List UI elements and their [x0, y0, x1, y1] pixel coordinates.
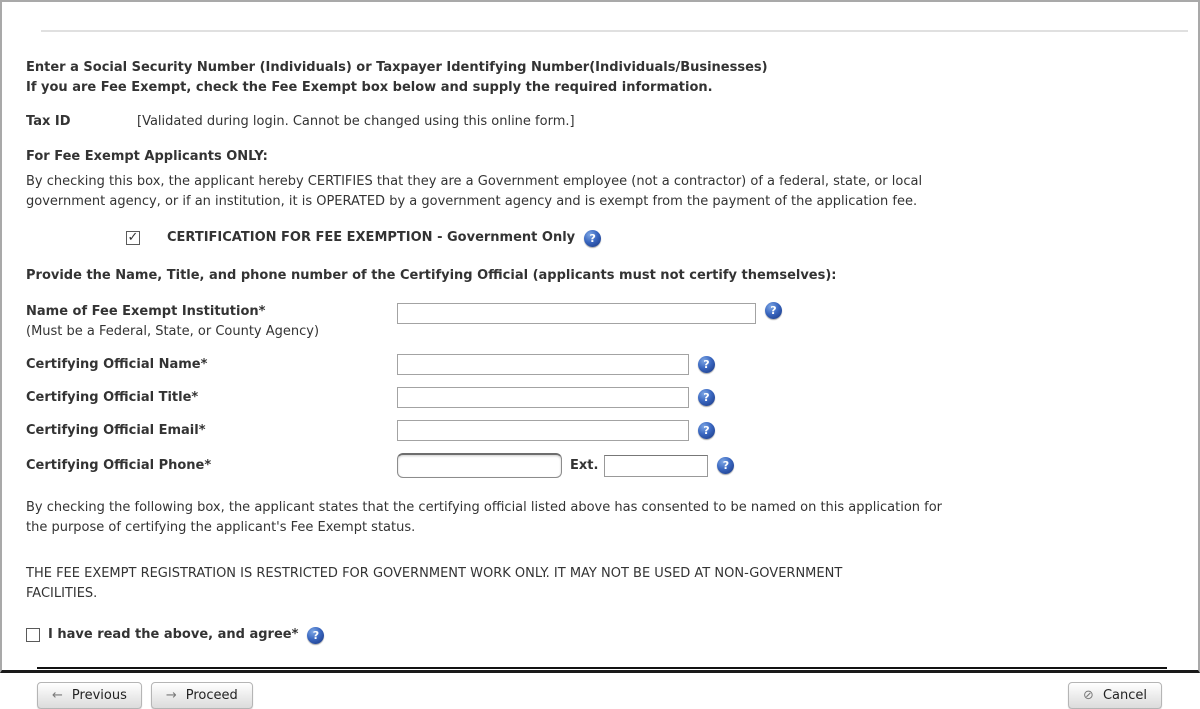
official-email-row — [26, 420, 1174, 441]
certification-label: CERTIFICATION FOR FEE EXEMPTION - Government Only — [167, 230, 576, 245]
official-title-label: Certifying Official Title* — [26, 389, 199, 405]
institution-row — [26, 302, 1174, 342]
agree-row — [26, 624, 1174, 646]
intro-line-1: Enter a Social Security Number (Individuals) or Taxpayer Identifying Number(Individuals/Businesses) — [26, 60, 768, 75]
official-email-label: Certifying Official Email* — [26, 422, 206, 438]
certification-checkbox[interactable] — [126, 231, 140, 245]
help-icon[interactable]: ? — [765, 302, 782, 319]
previous-button[interactable] — [37, 682, 142, 709]
certifying-official-heading: Provide the Name, Title, and phone number of the Certifying Official (applicants must not certify themselves): — [26, 268, 837, 283]
help-icon[interactable]: ? — [698, 389, 715, 406]
phone-ext-input[interactable] — [604, 455, 708, 477]
institution-label-group — [26, 302, 397, 342]
consent-text: By checking the following box, the applicant states that the certifying official listed above has consented to be named on this application for the purpose of certifying the applicant's Fee Exempt status. — [26, 500, 943, 535]
intro-block — [26, 58, 1174, 98]
tax-id-note: [Validated during login. Cannot be changed using this online form.] — [137, 114, 575, 129]
help-icon[interactable]: ? — [698, 422, 715, 439]
institution-sublabel: (Must be a Federal, State, or County Agency) — [26, 324, 320, 339]
agree-checkbox[interactable] — [26, 628, 40, 642]
right-arrow-icon: → — [165, 688, 177, 703]
help-icon[interactable]: ? — [584, 230, 601, 247]
phone-ext-label: Ext. — [570, 457, 599, 473]
institution-input[interactable] — [397, 303, 756, 324]
cancel-button-label: Cancel — [1102, 688, 1147, 703]
button-bar — [37, 682, 1167, 709]
agree-label: I have read the above, and agree* — [48, 627, 299, 642]
fee-exempt-heading: For Fee Exempt Applicants ONLY: — [26, 149, 268, 164]
form-content — [2, 32, 1198, 709]
institution-label: Name of Fee Exempt Institution* — [26, 304, 266, 319]
help-icon[interactable]: ? — [698, 356, 715, 373]
previous-button-label: Previous — [71, 688, 127, 703]
cancel-button[interactable] — [1068, 682, 1162, 709]
intro-line-2: If you are Fee Exempt, check the Fee Exempt box below and supply the required information. — [26, 80, 713, 95]
nav-buttons — [37, 682, 253, 709]
official-title-input[interactable] — [397, 387, 689, 408]
official-phone-input[interactable] — [397, 453, 562, 478]
official-phone-row — [26, 453, 1174, 478]
official-email-input[interactable] — [397, 420, 689, 441]
left-arrow-icon: ← — [52, 688, 63, 703]
checkmark-icon: ✓ — [127, 229, 139, 245]
proceed-button-label: Proceed — [185, 688, 238, 703]
proceed-button[interactable] — [151, 682, 253, 709]
official-phone-label: Certifying Official Phone* — [26, 457, 212, 473]
cancel-icon: ⊘ — [1083, 688, 1094, 703]
official-name-input[interactable] — [397, 354, 689, 375]
tax-id-row — [26, 112, 1174, 132]
fee-exempt-description: By checking this box, the applicant hereby CERTIFIES that they are a Government employee (not a contractor) of a federal, state, or local government agency, or if an institution, it is OPERATED by a government agency and is exempt from the payment of the application fee. — [26, 174, 923, 209]
bottom-divider — [37, 667, 1167, 669]
help-icon[interactable]: ? — [717, 457, 734, 474]
help-icon[interactable]: ? — [307, 627, 324, 644]
official-title-row — [26, 387, 1174, 408]
tax-id-label: Tax ID — [26, 114, 71, 129]
official-name-label: Certifying Official Name* — [26, 356, 208, 372]
footer — [26, 667, 1174, 709]
certification-row — [26, 227, 1174, 249]
official-name-row — [26, 354, 1174, 375]
restriction-text: THE FEE EXEMPT REGISTRATION IS RESTRICTED FOR GOVERNMENT WORK ONLY. IT MAY NOT BE USED AT NON-GOVERNMENT FACILITIES. — [26, 566, 843, 601]
